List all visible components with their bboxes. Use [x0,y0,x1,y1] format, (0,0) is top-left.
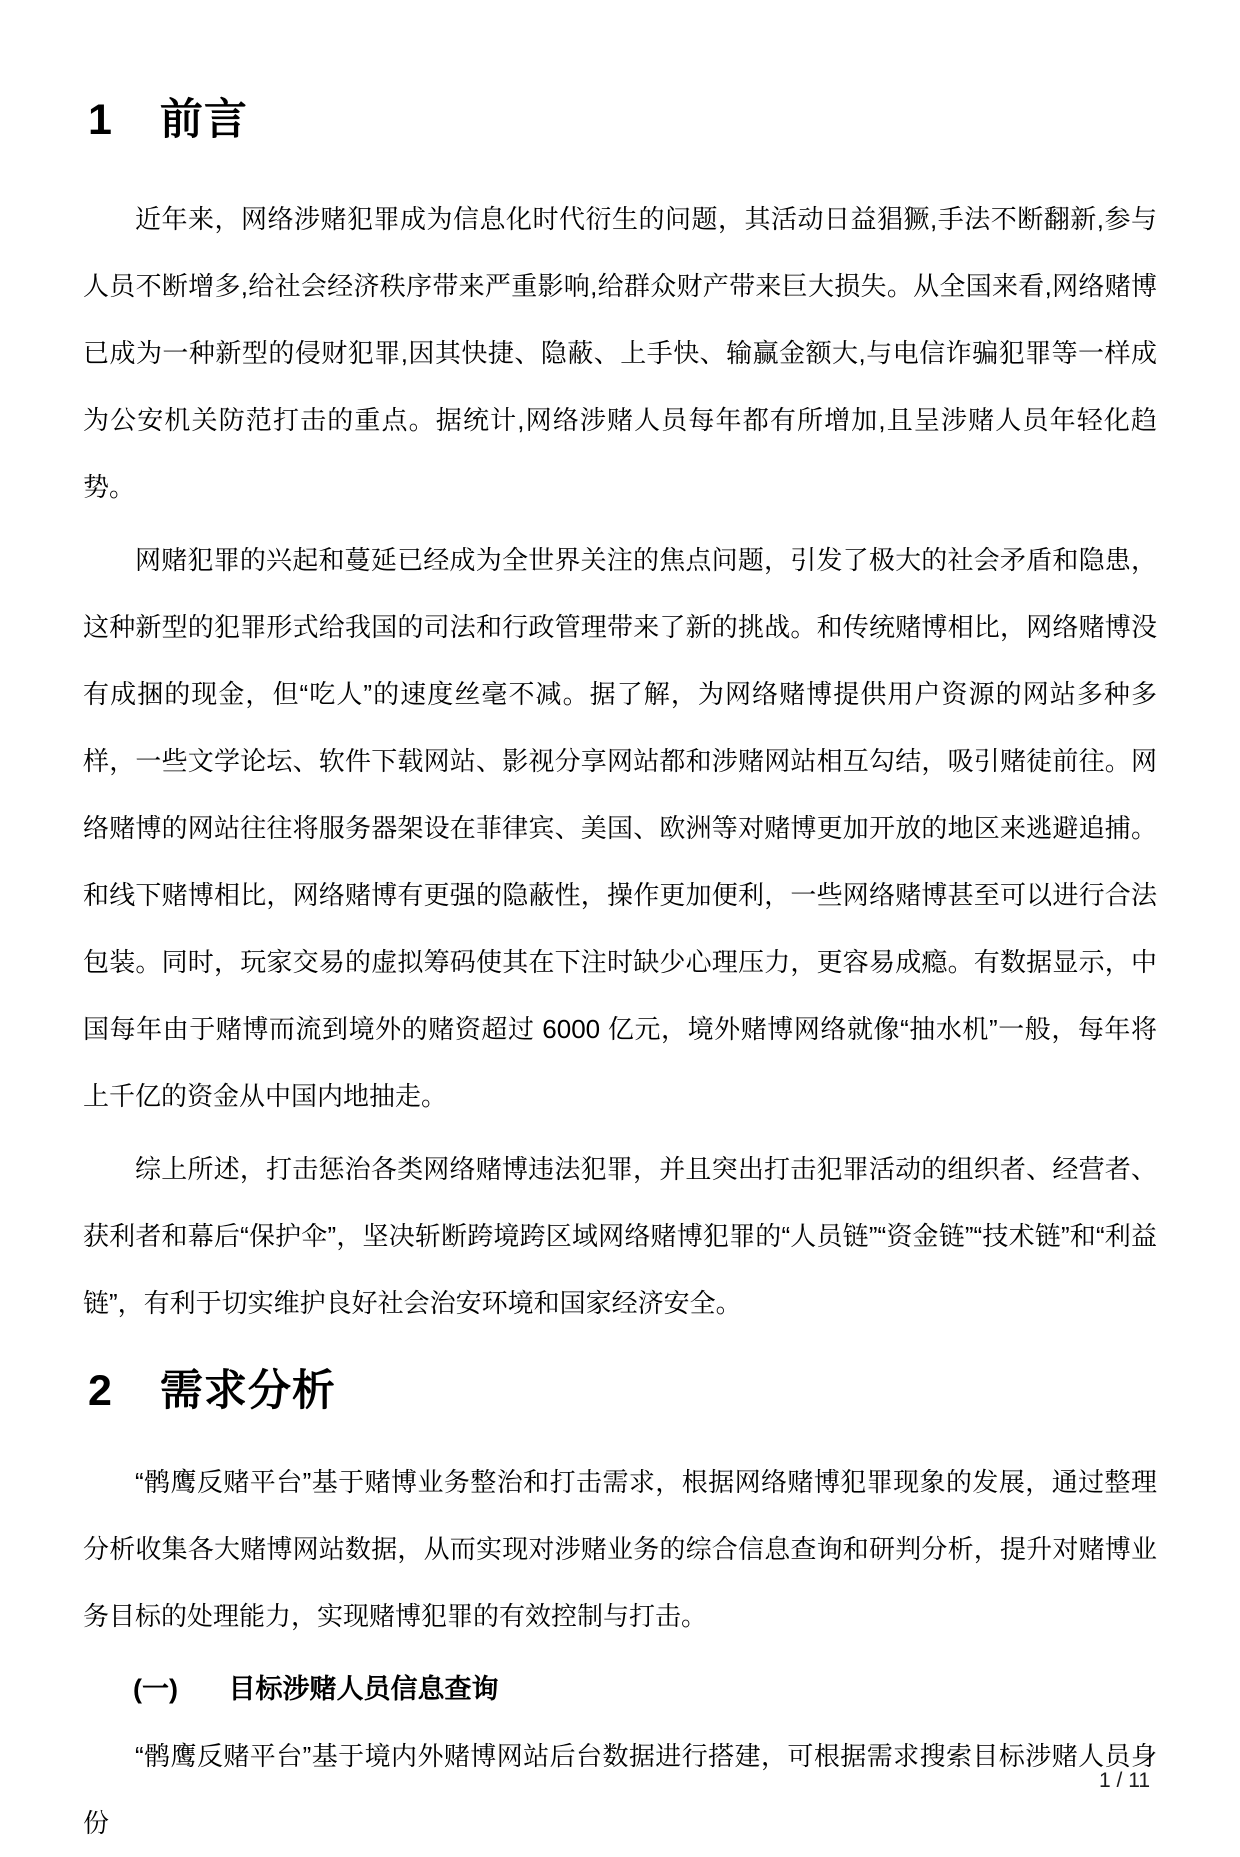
section-2-heading-title: 需求分析 [159,1367,336,1415]
page-number: 1 / 11 [1099,1769,1150,1792]
section-1-paragraph-1: 近年来，网络涉赌犯罪成为信息化时代衍生的问题，其活动日益猖獗,手法不断翻新,参与人员不断增多,给社会经济秩序带来严重影响,给群众财产带来巨大损失。从全国来看,网络赌博已成为一种新型的侵财犯罪,因其快捷、隐蔽、上手快、输赢金额大,与电信诈骗犯罪等一样成为公安机关防范打击的重点。据统计,网络涉赌人员每年都有所增加,且呈涉赌人员年轻化趋势。 [83,204,1157,502]
subsection-1-paragraph-1: “鹘鹰反赌平台”基于境内外赌博网站后台数据进行搭建，可根据需求搜索目标涉赌人员身份 [83,1741,1157,1838]
subsection-1-title: 目标涉赌人员信息查询 [228,1674,499,1704]
subsection-1-heading [83,1656,1157,1723]
subsection-1-marker: (一) [133,1674,178,1704]
section-1-paragraph-2: 网赌犯罪的兴起和蔓延已经成为全世界关注的焦点问题，引发了极大的社会矛盾和隐患，这种新型的犯罪形式给我国的司法和行政管理带来了新的挑战。和传统赌博相比，网络赌博没有成捆的现金，但“吃人”的速度丝毫不减。据了解，为网络赌博提供用户资源的网站多种多样，一些文学论坛、软件下载网站、影视分享网站都和涉赌网站相互勾结，吸引赌徒前往。网络赌博的网站往往将服务器架设在菲律宾、美国、欧洲等对赌博更加开放的地区来逃避追捕。和线下赌博相比，网络赌博有更强的隐蔽性，操作更加便利，一些网络赌博甚至可以进行合法包装。同时，玩家交易的虚拟筹码使其在下注时缺少心理压力，更容易成瘾。有数据显示，中国每年由于赌博而流到境外的赌资超过 6000 亿元，境外赌博网络就像“抽水机”一般，每年将上千亿的资金从中国内地抽走。 [83,545,1157,1111]
section-1-paragraph-3: 综上所述，打击惩治各类网络赌博违法犯罪，并且突出打击犯罪活动的组织者、经营者、获利者和幕后“保护伞”，坚决斩断跨境跨区域网络赌博犯罪的“人员链”“资金链”“技术链”和“利益链”，有利于切实维护良好社会治安环境和国家经济安全。 [83,1154,1157,1318]
section-2-heading [88,1367,1157,1415]
document-page [0,96,1240,1850]
section-2-heading-number: 2 [88,1367,113,1415]
section-1-heading-number: 1 [88,96,113,144]
section-1-heading [88,96,1157,144]
section-2-paragraph-1: “鹘鹰反赌平台”基于赌博业务整治和打击需求，根据网络赌博犯罪现象的发展，通过整理分析收集各大赌博网站数据，从而实现对涉赌业务的综合信息查询和研判分析，提升对赌博业务目标的处理能力，实现赌博犯罪的有效控制与打击。 [83,1467,1157,1631]
section-1-heading-title: 前言 [159,96,248,144]
